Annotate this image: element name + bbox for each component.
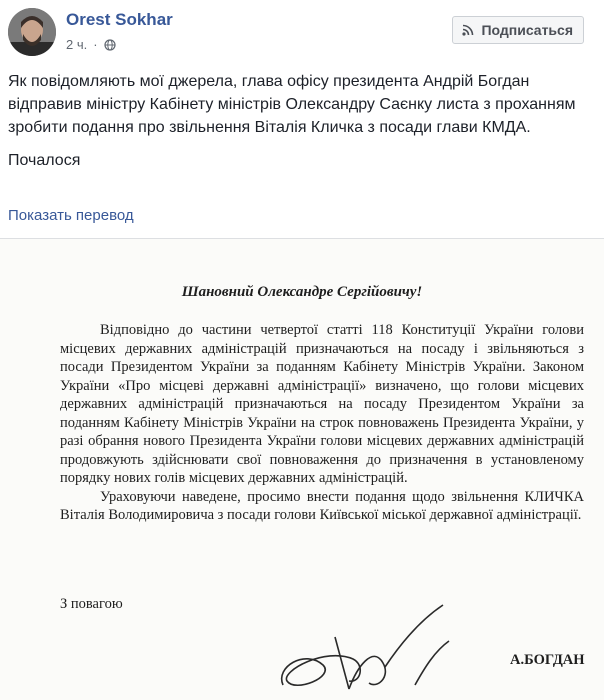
letter-salutation: Шановний Олександре Сергійовичу! — [181, 284, 423, 300]
rss-icon — [461, 23, 475, 37]
avatar-image — [8, 8, 56, 56]
letter-signatory: А.БОГДАН — [510, 652, 585, 668]
post-text — [8, 70, 596, 172]
letter-body — [60, 321, 584, 525]
subscribe-label: Подписаться — [481, 22, 573, 38]
signature-image — [265, 597, 455, 697]
post-meta — [66, 37, 116, 52]
letter-paragraph: Ураховуючи наведене, просимо внести подання щодо звільнення КЛИЧКА Віталія Володимировича з посади голови Київської міської державної адміністрації. — [60, 488, 584, 523]
post-header — [8, 8, 596, 58]
meta-separator: · — [93, 37, 98, 52]
avatar[interactable] — [8, 8, 56, 56]
letter-paragraph: Відповідно до частини четвертої статті 118 Конституції України голови місцевих державних адміністрацій призначаються на посаду і звільняються з посади Президентом України за поданням Кабінету Міністрів України. Законом України «Про місцеві державні адміністрації» визначено, що голови місцевих державних адміністрацій призначаються на посаду Президентом України за поданням Кабінету Міністрів України на строк повноважень Президента України, у разі обрання нового Президента України голови місцевих державних адміністрацій продовжують здійснювати свої повноваження до призначення в установленому порядку нових голів місцевих державних адміністрацій. — [60, 322, 584, 486]
letter-image[interactable] — [0, 239, 604, 700]
letter-closing: З повагою — [60, 596, 123, 612]
post-text-paragraph: Як повідомляють мої джерела, глава офісу президента Андрій Богдан відправив міністру Кабінету міністрів Олександру Саєнку листа з проханням зробити подання про звільнення Віталія Кличка з посади глави КМДА. — [8, 73, 576, 136]
author-name[interactable]: Orest Sokhar — [66, 10, 173, 29]
post-text-paragraph: Почалося — [8, 152, 81, 169]
globe-icon — [104, 39, 116, 51]
subscribe-button[interactable] — [452, 16, 584, 44]
show-translation-link[interactable]: Показать перевод — [8, 207, 134, 224]
post-time[interactable]: 2 ч. — [66, 37, 88, 52]
